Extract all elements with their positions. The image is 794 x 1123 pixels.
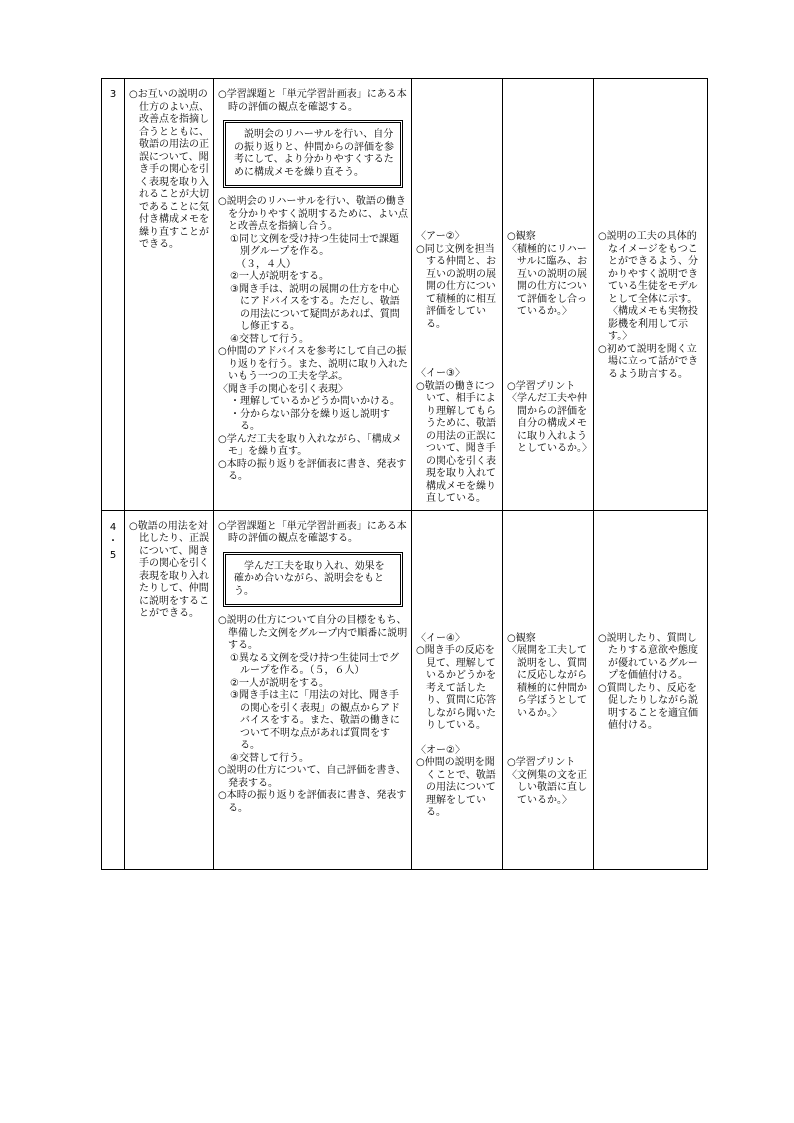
lesson-row-3: [102, 79, 708, 511]
activity-item: 〈聞き手の関心を引く表現〉: [218, 383, 348, 395]
method-cell: [503, 510, 594, 870]
method-label: ○観察: [507, 231, 536, 242]
activity-item: ○本時の振り返りを評価表に書き、発表する。: [218, 790, 407, 814]
activity-item: ・理解しているかどうか問いかける。: [230, 396, 400, 407]
task-box: [223, 120, 403, 188]
support-text: ○説明したり、質問したりする意欲や態度が優れているグループを価値付ける。: [598, 632, 698, 681]
activity-intro: ○学習課題と「単元学習計画表」にある本時の評価の観点を確認する。: [218, 520, 407, 544]
method-text: 〈積極的にリハーサルに臨み、お互いの説明の展開の仕方について評価をし合っているか。〉: [507, 243, 588, 317]
support-text: ○初めて説明を聞く立場に立って話ができるよう助言する。: [598, 343, 698, 380]
support-text: ○説明の工夫の具体的なイメージをもつことができるよう、分かりやすく説明できている生徒をモデルとして全体に示す。〈構成メモも実物投影機を利用して示す。〉: [598, 231, 698, 342]
criteria-tag: 〈イー③〉: [416, 368, 465, 379]
method-label: ○学習プリント: [507, 380, 576, 392]
goal-cell: [125, 510, 214, 870]
criteria-text: ○仲間の説明を聞くことで、敬語の用法について理解をしている。: [416, 757, 496, 818]
lesson-number-cell: [102, 79, 125, 511]
criteria-tag: 〈アー②〉: [416, 231, 465, 242]
task-box-text: 説明会のリハーサルを行い、自分の振り返りと、仲間からの評価を参考にして、より分かりやすくするために構成メモを繰り直そう。: [234, 129, 394, 178]
activity-cell: [214, 79, 412, 511]
activity-intro: ○学習課題と「単元学習計画表」にある本時の評価の観点を確認する。: [218, 89, 407, 113]
activity-item: ③聞き手は主に「用法の対比、聞き手の関心を引く表現」の観点からアドバイスをする。また、敬語の働きについて不明な点があれば質問をする。: [230, 690, 400, 751]
activity-item: ②一人が説明をする。: [230, 271, 329, 282]
criteria-cell: [412, 510, 503, 870]
criteria-text: ○敬語の働きについて、相手により理解してもらうために、敬語の用法の正誤について、聞き手の関心を引く表現を取り入れて構成メモを繰り直している。: [416, 380, 496, 504]
activity-list: [218, 196, 408, 484]
task-box-text: 学んだ工夫を取り入れ、効果を確かめ合いながら、説明会をもとう。: [234, 560, 385, 597]
lesson-number: 3: [109, 89, 117, 100]
activity-item: （３，４人）: [236, 258, 296, 270]
method-text: 〈展開を工夫して説明をし、質問に反応しながら積極的に仲間から学ぼうとしているか。〉: [507, 645, 587, 719]
criteria-cell: [412, 79, 503, 511]
lesson-plan-table: [101, 78, 708, 870]
activity-item: ③聞き手は、説明の展開の仕方を中心にアドバイスをする。ただし、敬語の用法について疑問があれば、質問し修正する。: [230, 283, 400, 332]
method-text: 〈文例集の文を正しい敬語に直しているか。〉: [507, 769, 587, 806]
criteria-text: ○聞き手の反応を見て、理解しているかどうかを考えて話したり、質問に応答しながら聞いたりしている。: [416, 645, 496, 731]
support-cell: [594, 510, 708, 870]
method-text: 〈学んだ工夫や仲間からの評価を自分の構成メモに取り入れようとしているか。〉: [507, 393, 592, 454]
activity-cell: [214, 510, 412, 870]
task-box: [223, 552, 403, 608]
criteria-tag: 〈イー④〉: [416, 632, 465, 644]
criteria-text: ○同じ文例を担当する仲間と、お互いの説明の展開の仕方について積極的に相互評価をしている。: [416, 243, 496, 330]
activity-item: ○説明の仕方について自分の目標をもち、準備した文例をグループ内で順番に説明する。: [218, 615, 408, 651]
activity-item: ○説明の仕方について、自己評価を書き、発表する。: [218, 765, 406, 789]
activity-item: ○本時の振り返りを評価表に書き、発表する。: [218, 458, 407, 482]
activity-item: ④交替して行う。: [230, 333, 309, 345]
goal-text: ○敬語の用法を対比したり、正誤について、聞き手の関心を引く表現を取り入れたりして、仲間に説明をすることができる。: [129, 520, 209, 619]
activity-item: ○学んだ工夫を取り入れながら、「構成メモ」を繰り直す。: [218, 433, 402, 457]
lesson-number-cell: [102, 510, 125, 870]
activity-item: ④交替して行う。: [230, 752, 309, 764]
support-cell: [594, 79, 708, 511]
activity-item: ・分からない部分を繰り返し説明する。: [230, 408, 390, 432]
method-label: ○学習プリント: [507, 757, 576, 768]
activity-item: ○説明会のリハーサルを行い、敬語の働きを分かりやすく説明するために、よい点と改善点を指摘し合う。: [218, 196, 408, 232]
activity-list: [218, 615, 408, 815]
lesson-row-4-5: [102, 510, 708, 870]
activity-item: ○仲間のアドバイスを参考にして自己の振り返りを行う。また、説明に取り入れたいもう一つの工夫を学ぶ。: [218, 346, 408, 382]
support-text: ○質問したり、反応を促したりしながら説明することを適宜価値付ける。: [598, 682, 698, 731]
method-cell: [503, 79, 594, 511]
activity-item: ①異なる文例を受け持つ生徒同士でグループを作る。（５，６人）: [230, 652, 399, 676]
criteria-tag: 〈オー②〉: [416, 744, 465, 756]
lesson-number: 4 ・ 5: [108, 521, 118, 561]
method-label: ○観察: [507, 632, 536, 644]
goal-text: ○お互いの説明の仕方のよい点、改善点を指摘し合うとともに、敬語の用法の正誤について、聞き手の関心を引く表現を取り入れることが大切であることに気付き構成メモを繰り直すことができる。: [129, 89, 209, 250]
goal-cell: [125, 79, 214, 511]
activity-item: ②一人が説明をする。: [230, 677, 329, 689]
activity-item: ①同じ文例を受け持つ生徒同士で課題別グループを作る。: [230, 233, 399, 257]
